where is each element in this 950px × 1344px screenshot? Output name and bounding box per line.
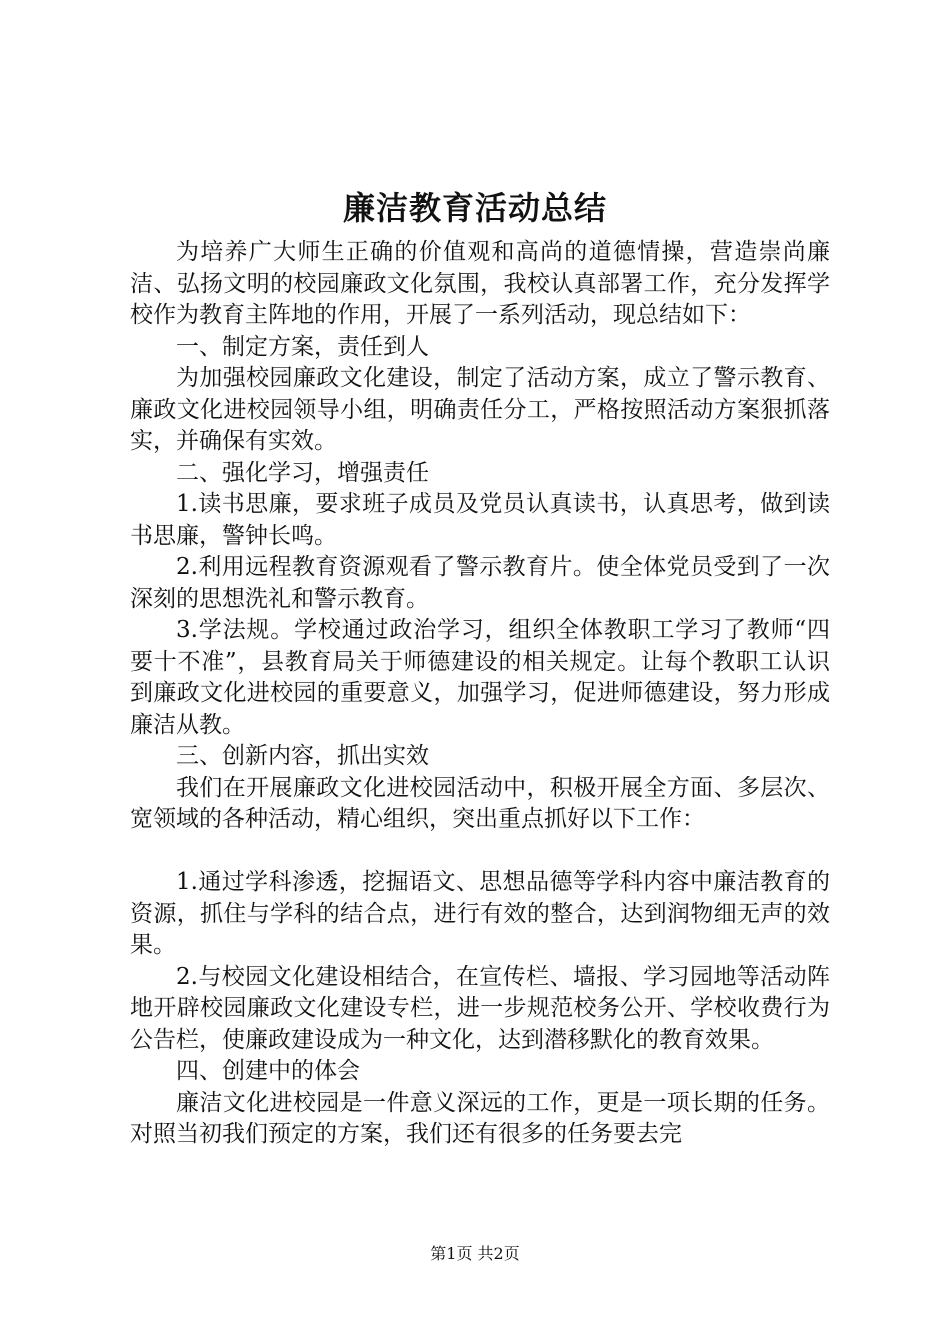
body-paragraph: 为加强校园廉政文化建设，制定了活动方案，成立了警示教育、廉政文化进校园领导小组，明确责任分工，严格按照活动方案狠抓落实，并确保有实效。 — [130, 365, 830, 454]
body-paragraph: 我们在开展廉政文化进校园活动中，积极开展全方面、多层次、宽领域的各种活动，精心组织，突出重点抓好以下工作： — [130, 774, 830, 832]
list-item: 3.学法规。学校通过政治学习，组织全体教职工学习了教师“四要十不准”，县教育局关于师德建设的相关规定。让每个教职工认识到廉政文化进校园的重要意义，加强学习，促进师德建设，努力形成廉洁从教。 — [130, 617, 830, 738]
page-number-footer: 第1页 共2页 — [430, 1244, 520, 1263]
body-paragraph: 廉洁文化进校园是一件意义深远的工作，更是一项长期的任务。对照当初我们预定的方案，我们还有很多的任务要去完 — [130, 1089, 830, 1147]
list-item: 1.通过学科渗透，挖掘语文、思想品德等学科内容中廉洁教育的资源，抓住与学科的结合点，进行有效的整合，达到润物细无声的效果。 — [130, 869, 830, 958]
section-heading-4: 四、创建中的体会 — [176, 1058, 360, 1084]
section-heading-2: 二、强化学习，增强责任 — [176, 459, 429, 486]
document-title: 廉洁教育活动总结 — [342, 189, 607, 227]
list-item: 2.利用远程教育资源观看了警示教育片。使全体党员受到了一次深刻的思想洗礼和警示教育。 — [130, 554, 830, 612]
intro-paragraph: 为培养广大师生正确的价值观和高尚的道德情操，营造崇尚廉洁、弘扬文明的校园廉政文化氛围，我校认真部署工作，充分发挥学校作为教育主阵地的作用，开展了一系列活动，现总结如下： — [130, 239, 830, 328]
list-item: 2.与校园文化建设相结合，在宣传栏、墙报、学习园地等活动阵地开辟校园廉政文化建设专栏，进一步规范校务公开、学校收费行为公告栏，使廉政建设成为一种文化，达到潜移默化的教育效果。 — [130, 963, 830, 1053]
section-heading-3: 三、创新内容，抓出实效 — [176, 743, 429, 769]
document-body — [130, 237, 830, 1151]
section-heading-1: 一、制定方案，责任到人 — [176, 333, 429, 360]
list-item: 1.读书思廉，要求班子成员及党员认真读书，认真思考，做到读书思廉，警钟长鸣。 — [130, 491, 830, 549]
